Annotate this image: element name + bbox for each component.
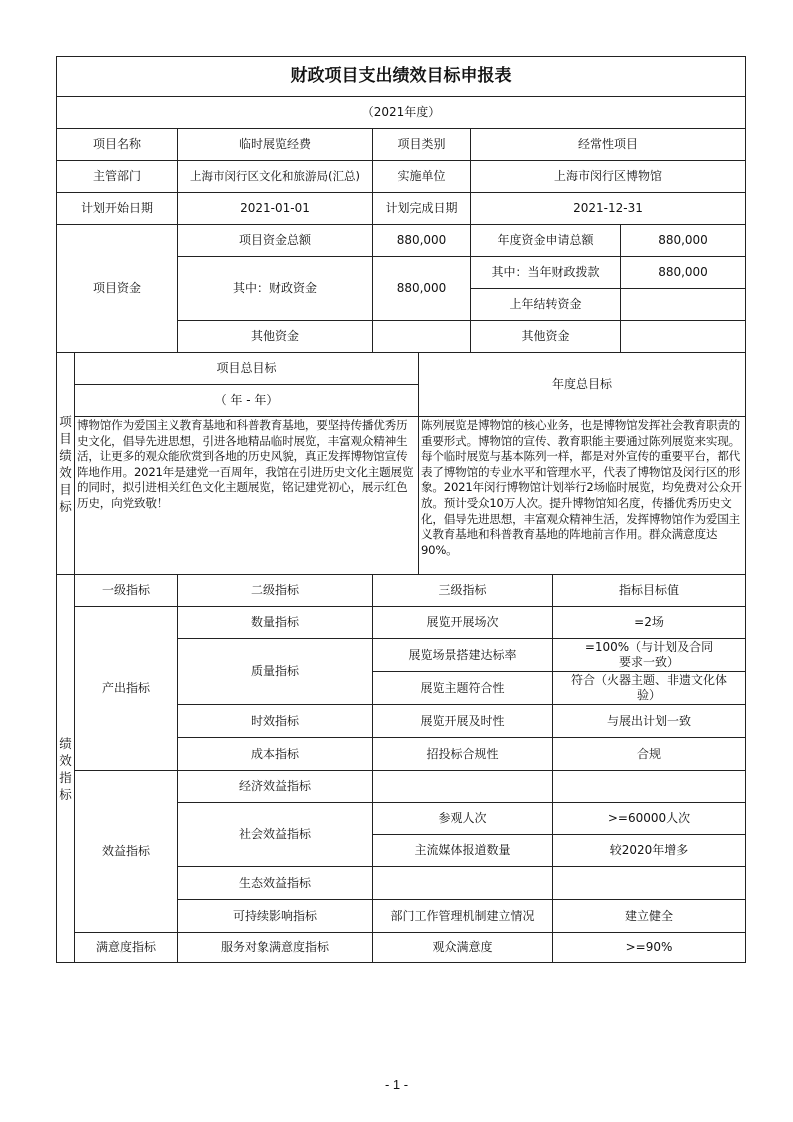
other-funding-value [372, 320, 471, 353]
start-date-label: 计划开始日期 [56, 192, 178, 225]
overall-goal-text: 博物馆作为爱国主义教育基地和科普教育基地，要坚持传播优秀历史文化，倡导先进思想，引进各地精品临时展览，丰富观众精神生活，让更多的观众能欣赏到各地的历史风貌，真正发挥博物馆宣传阵地作用。2021年是建党一百周年，我馆在引进历史文化主题展览的同时，拟引进相关红色文化主题展览，铭记建党初心，展示红色历史，向党致敬！ [74, 416, 419, 575]
dept-value: 上海市闵行区文化和旅游局(汇总) [177, 160, 373, 193]
carryover-value [620, 288, 746, 321]
header-level3: 三级指标 [372, 574, 553, 607]
indicators-side-char: 指 [59, 769, 72, 785]
target-cell [552, 770, 746, 803]
level2-quality: 质量指标 [177, 638, 373, 705]
level3-cell [372, 770, 553, 803]
overall-goal-period: （ 年 - 年） [74, 384, 419, 417]
indicators-side-label [56, 574, 75, 963]
current-fiscal-value: 880,000 [620, 256, 746, 289]
annual-other-value [620, 320, 746, 353]
target-cell: 与展出计划一致 [552, 704, 746, 738]
funding-total-value: 880,000 [372, 224, 471, 257]
indicators-side-char: 效 [59, 752, 72, 768]
fiscal-year: （2021年度） [56, 96, 746, 129]
project-name-label: 项目名称 [56, 128, 178, 161]
indicators-side-char: 标 [59, 786, 72, 802]
annual-goal-label: 年度总目标 [418, 352, 746, 417]
project-name-value: 临时展览经费 [177, 128, 373, 161]
level3-cell: 展览开展及时性 [372, 704, 553, 738]
target-cell: =100%（与计划及合同要求一致） [552, 638, 746, 672]
current-fiscal-label: 其中：当年财政拨款 [470, 256, 621, 289]
category-label: 项目类别 [372, 128, 471, 161]
goals-side-char: 项 [59, 413, 72, 429]
target-cell: >=90% [552, 932, 746, 963]
carryover-label: 上年结转资金 [470, 288, 621, 321]
overall-goal-label: 项目总目标 [74, 352, 419, 385]
level2-timeliness: 时效指标 [177, 704, 373, 738]
level1-output: 产出指标 [74, 606, 178, 771]
level3-cell: 展览场景搭建达标率 [372, 638, 553, 672]
level3-cell: 参观人次 [372, 802, 553, 835]
target-cell: =2场 [552, 606, 746, 639]
level1-satisfaction: 满意度指标 [74, 932, 178, 963]
level3-cell: 展览开展场次 [372, 606, 553, 639]
level3-cell: 部门工作管理机制建立情况 [372, 899, 553, 933]
category-value: 经常性项目 [470, 128, 746, 161]
level1-benefit: 效益指标 [74, 770, 178, 933]
target-cell: 合规 [552, 737, 746, 771]
target-cell: 符合（火器主题、非遗文化体验） [552, 671, 746, 705]
goals-side-char: 绩 [59, 447, 72, 463]
target-cell: >=60000人次 [552, 802, 746, 835]
dept-label: 主管部门 [56, 160, 178, 193]
goals-side-label [56, 352, 75, 575]
annual-total-value: 880,000 [620, 224, 746, 257]
level2-ecological: 生态效益指标 [177, 866, 373, 900]
level2-quantity: 数量指标 [177, 606, 373, 639]
page-number: - 1 - [384, 1077, 409, 1092]
end-date-value: 2021-12-31 [470, 192, 746, 225]
target-cell [552, 866, 746, 900]
level2-service-satisfaction: 服务对象满意度指标 [177, 932, 373, 963]
start-date-value: 2021-01-01 [177, 192, 373, 225]
funding-total-label: 项目资金总额 [177, 224, 373, 257]
level3-cell: 观众满意度 [372, 932, 553, 963]
target-cell: 建立健全 [552, 899, 746, 933]
target-cell: 较2020年增多 [552, 834, 746, 867]
level2-sustainable: 可持续影响指标 [177, 899, 373, 933]
header-level1: 一级指标 [74, 574, 178, 607]
annual-other-label: 其他资金 [470, 320, 621, 353]
level3-cell: 展览主题符合性 [372, 671, 553, 705]
fiscal-funding-label: 其中：财政资金 [177, 256, 373, 321]
annual-total-label: 年度资金申请总额 [470, 224, 621, 257]
funding-label: 项目资金 [56, 224, 178, 353]
goals-side-char: 效 [59, 464, 72, 480]
goals-side-char: 标 [59, 498, 72, 514]
level3-cell: 招投标合规性 [372, 737, 553, 771]
header-level2: 二级指标 [177, 574, 373, 607]
unit-value: 上海市闵行区博物馆 [470, 160, 746, 193]
goals-side-char: 目 [59, 481, 72, 497]
level2-cost: 成本指标 [177, 737, 373, 771]
level2-social: 社会效益指标 [177, 802, 373, 867]
goals-side-char: 目 [59, 430, 72, 446]
level3-cell [372, 866, 553, 900]
header-target: 指标目标值 [552, 574, 746, 607]
level2-economic: 经济效益指标 [177, 770, 373, 803]
unit-label: 实施单位 [372, 160, 471, 193]
annual-goal-text: 陈列展览是博物馆的核心业务，也是博物馆发挥社会教育职责的重要形式。博物馆的宣传、教育职能主要通过陈列展览来实现。每个临时展览与基本陈列一样，都是对外宣传的重要平台，都代表了博物馆的专业水平和管理水平，代表了博物馆及闵行区的形象。2021年闵行博物馆计划举行2场临时展览，均免费对公众开放。预计受众10万人次。提升博物馆知名度，传播优秀历史文化，倡导先进思想，丰富观众精神生活，发挥博物馆作为爱国主义教育基地和科普教育基地的阵地前言作用。群众满意度达90%。 [418, 416, 746, 575]
fiscal-funding-value: 880,000 [372, 256, 471, 321]
page-title: 财政项目支出绩效目标申报表 [56, 56, 746, 97]
indicators-side-char: 绩 [59, 735, 72, 751]
other-funding-label: 其他资金 [177, 320, 373, 353]
level3-cell: 主流媒体报道数量 [372, 834, 553, 867]
end-date-label: 计划完成日期 [372, 192, 471, 225]
